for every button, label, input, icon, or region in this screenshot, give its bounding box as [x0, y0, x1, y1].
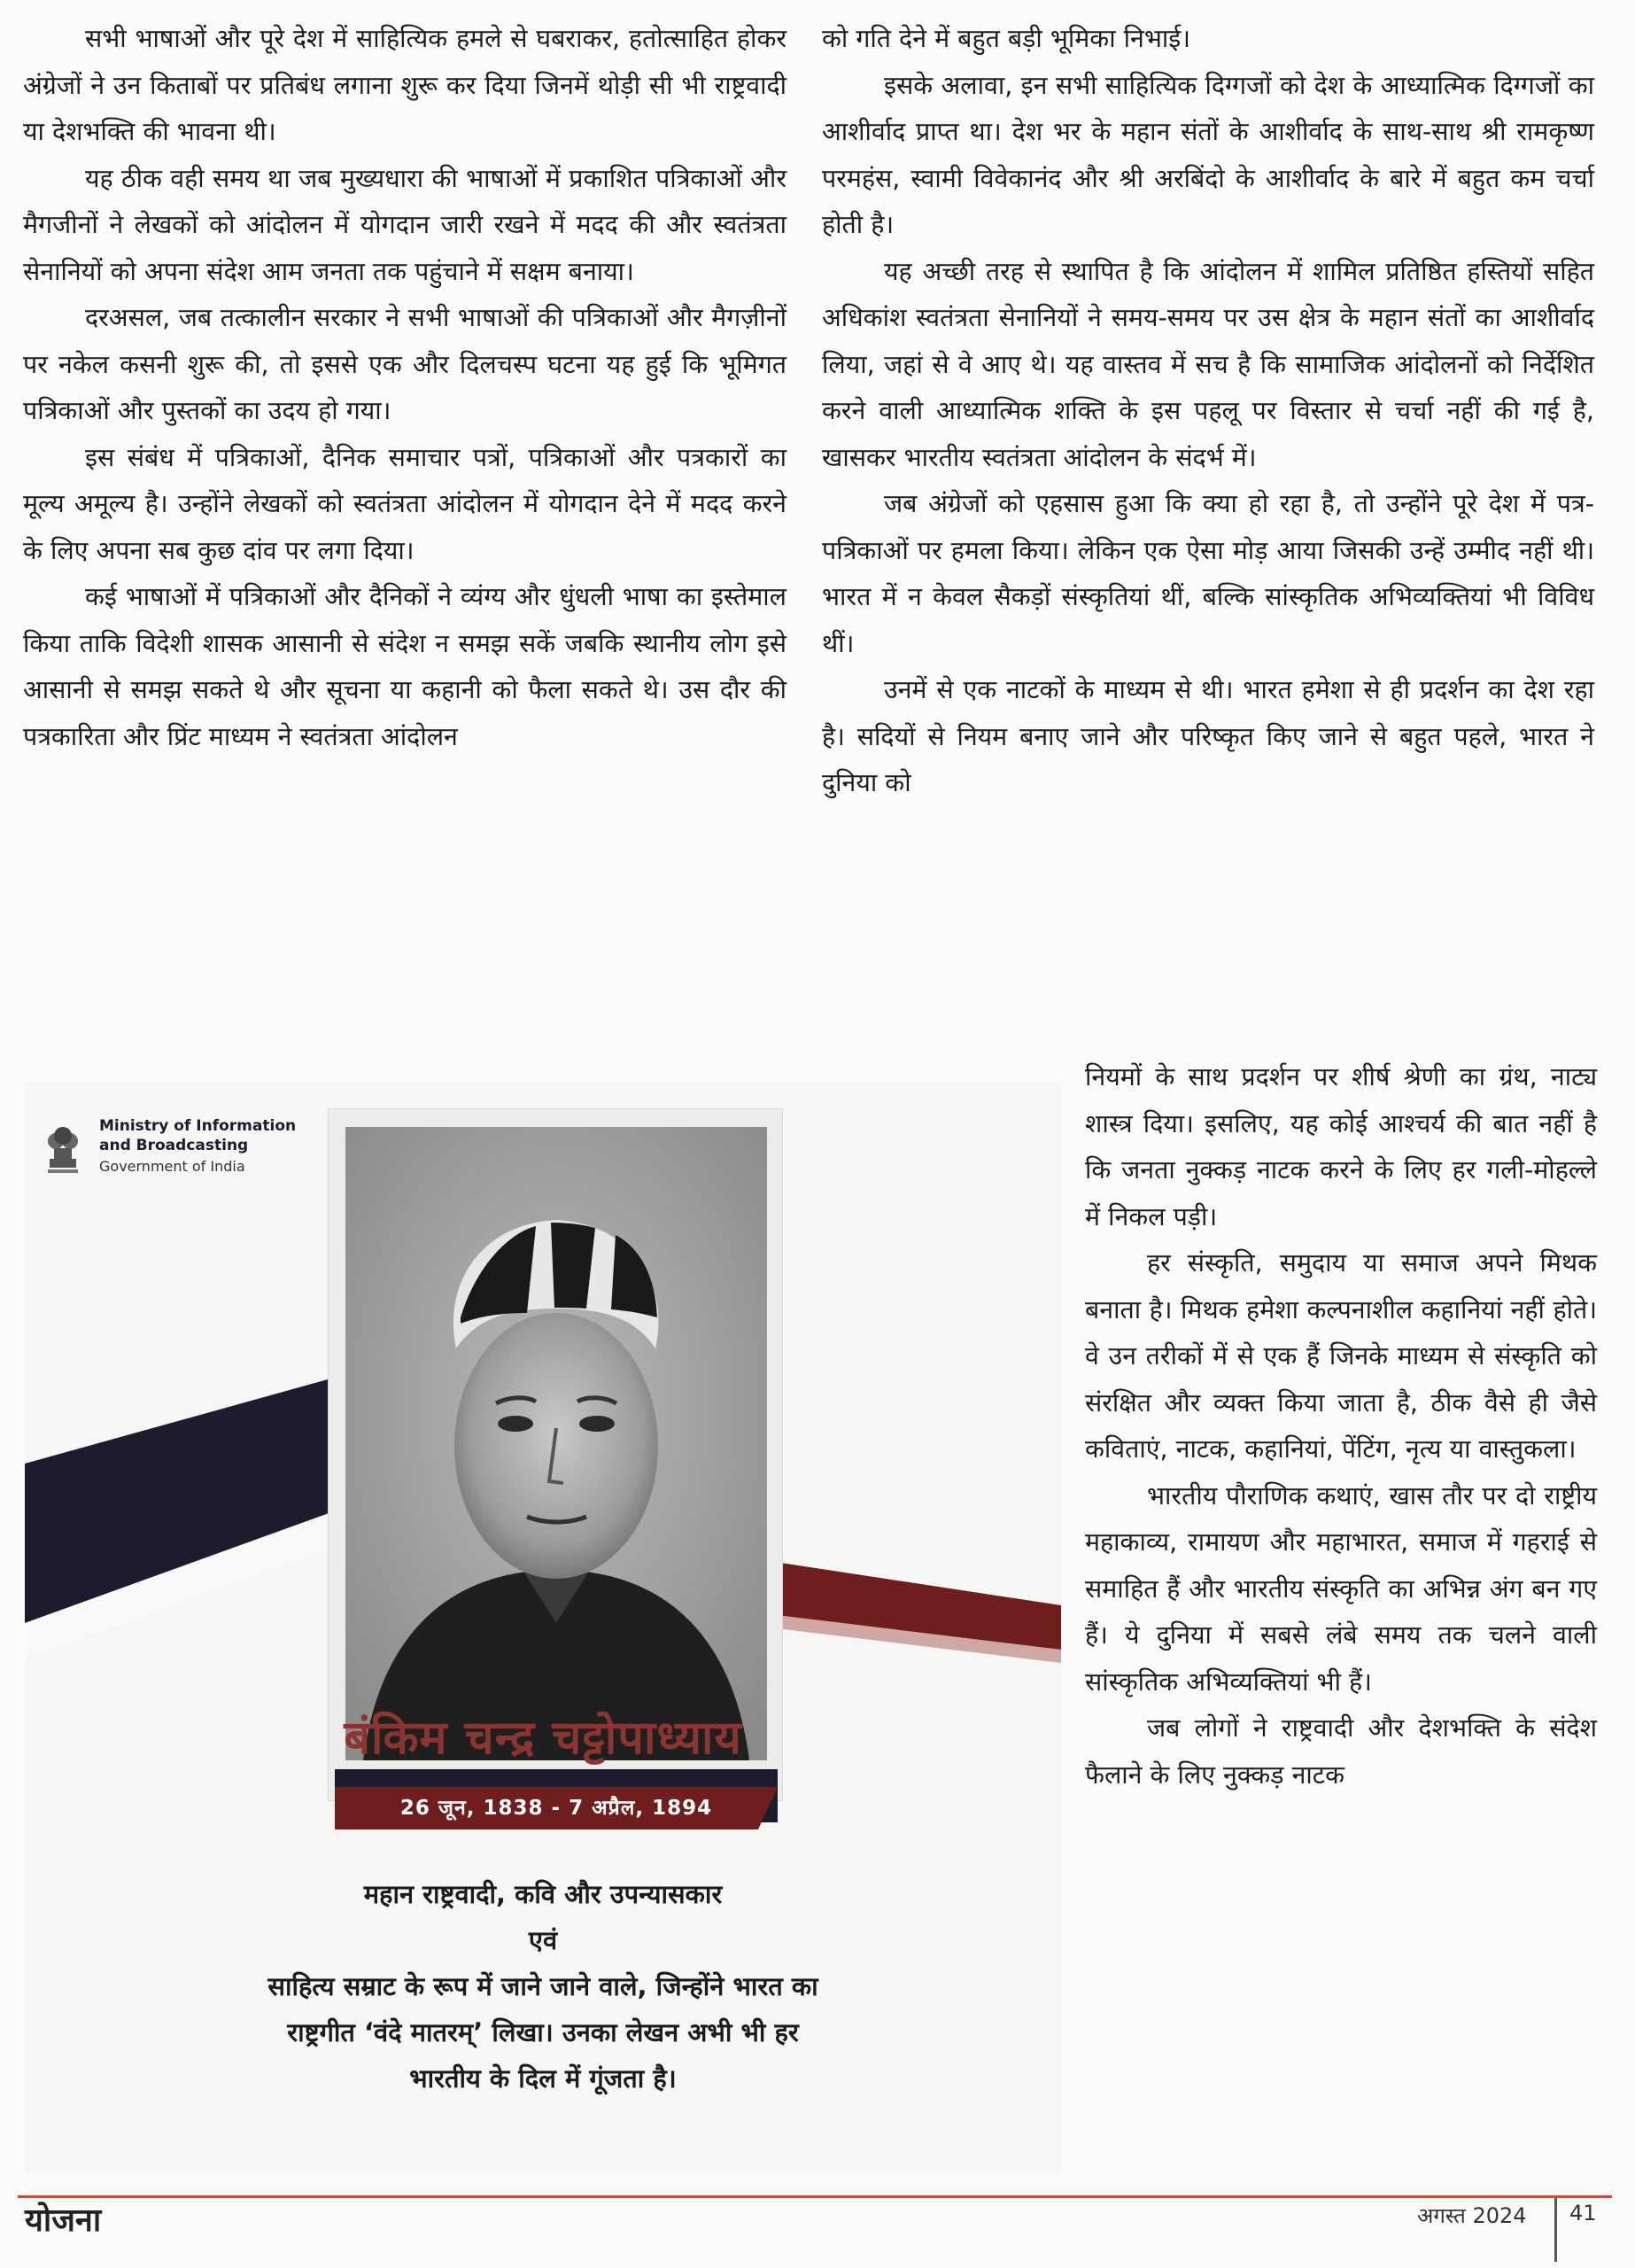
tagline-line: साहित्य सम्राट के रूप में जाने जाने वाले, जिन्होंने भारत का: [267, 1971, 818, 2001]
feature-dates: 26 जून, 1838 - 7 अप्रैल, 1894: [399, 1797, 713, 1820]
paragraph: कई भाषाओं में पत्रिकाओं और दैनिकों ने व्यंग्य और धुंधली भाषा का इस्तेमाल किया ताकि विदेशी शासक आसानी से संदेश न समझ सकें जबकि स्थानीय लोग इसे आसानी से समझ सकते थे और सूचना या कहानी को फैला सकते थे। उस दौर की पत्रकारिता और प्रिंट माध्यम ने स्वतंत्रता आंदोलन: [23, 582, 787, 751]
paragraph: उनमें से एक नाटकों के माध्यम से थी। भारत हमेशा से ही प्रदर्शन का देश रहा है। सदियों से नियम बनाए जाने और परिष्कृत किए जाने से बहुत पहले, भारत ने दुनिया को: [822, 675, 1594, 797]
paragraph: भारतीय पौराणिक कथाएं, खास तौर पर दो राष्ट्रीय महाकाव्य, रामायण और महाभारत, समाज में गहराई से समाहित हैं और भारतीय संस्कृति का अभिन्न अंग बन गए हैं। ये दुनिया में सबसे लंबे समय तक चलने वाली सांस्कृतिक अभिव्यक्तियां भी हैं।: [1085, 1480, 1597, 1697]
paragraph: यह ठीक वही समय था जब मुख्यधारा की भाषाओं में प्रकाशित पत्रिकाओं और मैगजीनों ने लेखकों को आंदोलन में योगदान जारी रखने में मदद की और स्वतंत्रता सेनानियों को अपना संदेश आम जनता तक पहुंचाने में सक्षम बनाया।: [23, 163, 787, 286]
article-column-right: [822, 16, 1594, 807]
footer-divider: [18, 2195, 1612, 2198]
paragraph: सभी भाषाओं और पूरे देश में साहित्यिक हमले से घबराकर, हतोत्साहित होकर अंग्रेजों ने उन किताबों पर प्रतिबंध लगाना शुरू कर दिया जिनमें थोड़ी सी भी राष्ट्रवादी या देशभक्ति की भावना थी।: [23, 24, 787, 146]
footer-separator: [1554, 2198, 1557, 2262]
paragraph: जब अंग्रेजों को एहसास हुआ कि क्या हो रहा है, तो उन्होंने पूरे देश में पत्र-पत्रिकाओं पर हमला किया। लेकिन एक ऐसा मोड़ आया जिसकी उन्हें उम्मीद नहीं थी। भारत में न केवल सैकड़ों संस्कृतियां थीं, बल्कि सांस्कृतिक अभिव्यक्तियां भी विविध थीं।: [822, 489, 1594, 658]
page-number: 41: [1569, 2201, 1597, 2225]
ministry-government: Government of India: [99, 1158, 245, 1175]
paragraph: जब लोगों ने राष्ट्रवादी और देशभक्ति के संदेश फैलाने के लिए नुक्कड़ नाटक: [1085, 1713, 1597, 1790]
portrait-photo: [345, 1127, 767, 1760]
ministry-name-line1: Ministry of Information: [99, 1117, 297, 1135]
feature-name: बंकिम चन्द्र चट्टोपाध्याय: [344, 1712, 742, 1765]
tagline-line: राष्ट्रगीत ‘वंदे मातरम्’ लिखा। उनका लेखन अभी भी हर: [287, 2017, 799, 2047]
paragraph: को गति देने में बहुत बड़ी भूमिका निभाई।: [822, 24, 1191, 53]
paragraph: नियमों के साथ प्रदर्शन पर शीर्ष श्रेणी का ग्रंथ, नाट्य शास्त्र दिया। इसलिए, यह कोई आश्चर्य की बात नहीं है कि जनता नुक्कड़ नाटक करने के लिए हर गली-मोहल्ले में निकल पड़ी।: [1085, 1062, 1597, 1231]
article-column-left: [23, 16, 787, 760]
paragraph: इसके अलावा, इन सभी साहित्यिक दिग्गजों को देश के आध्यात्मिक दिग्गजों का आशीर्वाद प्राप्त था। देश भर के महान संतों के आशीर्वाद के साथ-साथ श्री रामकृष्ण परमहंस, स्वामी विवेकानंद और श्री अरबिंदो के आशीर्वाद के बारे में बहुत कम चर्चा होती है।: [822, 70, 1594, 239]
magazine-name: योजना: [25, 2202, 102, 2239]
paragraph: यह अच्छी तरह से स्थापित है कि आंदोलन में शामिल प्रतिष्ठित हस्तियों सहित अधिकांश स्वतंत्रता सेनानियों ने समय-समय पर उस क्षेत्र के महान संतों का आशीर्वाद लिया, जहां से वे आए थे। यह वास्तव में सच है कि सामाजिक आंदोलनों को निर्देशित करने वाली आध्यात्मिक शक्ति के इस पहलू पर विस्तार से चर्चा नहीं की गई है, खासकर भारतीय स्वतंत्रता आंदोलन के संदर्भ में।: [822, 256, 1594, 472]
tagline-line: महान राष्ट्रवादी, कवि और उपन्यासकार: [363, 1879, 723, 1909]
tagline-line: एवं: [528, 1925, 558, 1955]
ministry-name-line2: and Broadcasting: [99, 1137, 249, 1154]
feature-panel: [25, 1083, 1061, 2172]
tagline-line: भारतीय के दिल में गूंजता है।: [409, 2063, 677, 2093]
paragraph: हर संस्कृति, समुदाय या समाज अपने मिथक बनाता है। मिथक हमेशा कल्पनाशील कहानियां नहीं होते। वे उन तरीकों में से एक हैं जिनके माध्यम से संस्कृति को संरक्षित और व्यक्त किया जाता है, ठीक वैसे ही जैसे कविताएं, नाटक, कहानियां, पेंटिंग, नृत्य या वास्तुकला।: [1085, 1248, 1597, 1464]
emblem-icon: [43, 1115, 83, 1177]
article-column-right-narrow: [1085, 1054, 1597, 1798]
feature-tagline: [96, 1871, 990, 2101]
paragraph: दरअसल, जब तत्कालीन सरकार ने सभी भाषाओं की पत्रिकाओं और मैगज़ीनों पर नकेल कसनी शुरू की, तो इससे एक और दिलचस्प घटना यह हुई कि भूमिगत पत्रिकाओं और पुस्तकों का उदय हो गया।: [23, 303, 787, 425]
issue-month: अगस्त 2024: [1417, 2203, 1527, 2228]
paragraph: इस संबंध में पत्रिकाओं, दैनिक समाचार पत्रों, पत्रिकाओं और पत्रकारों का मूल्य अमूल्य है। उन्होंने लेखकों को स्वतंत्रता आंदोलन में योगदान देने में मदद करने के लिए अपना सब कुछ दांव पर लगा दिया।: [23, 442, 787, 565]
